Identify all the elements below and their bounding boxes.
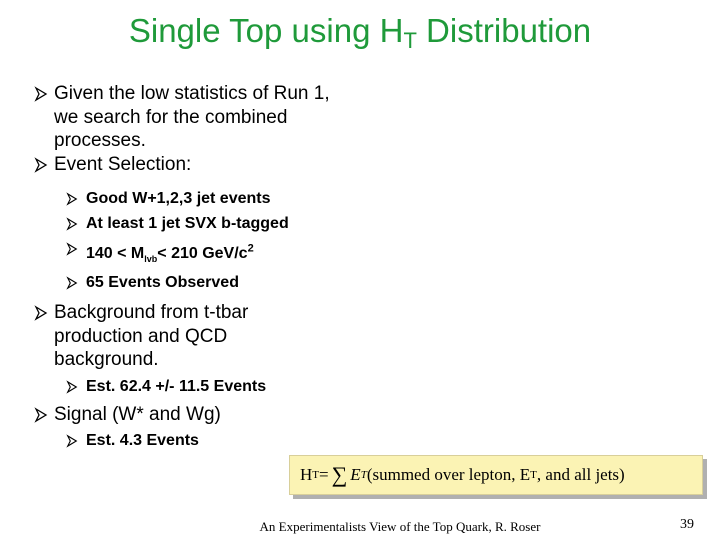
bullet-icon bbox=[66, 217, 78, 231]
page-number: 39 bbox=[680, 517, 694, 532]
subbullet-svx-btagged: At least 1 jet SVX b-tagged bbox=[66, 214, 289, 234]
bullet-icon bbox=[66, 434, 78, 448]
subbullet-mass-window: $140 < M_{lvb}< 210$ GeV/$c^2$ bbox=[66, 239, 254, 270]
bullet-icon bbox=[66, 242, 78, 256]
bullet-icon bbox=[66, 380, 78, 394]
bullet-event-selection: Event Selection: bbox=[34, 153, 354, 177]
bullet-signal: Signal (W* and Wg) bbox=[34, 403, 354, 427]
subbullet-signal-estimate: Est. 4.3 Events bbox=[66, 431, 199, 451]
bullet-run1-statistics: Given the low statistics of Run 1, we search for the combined processes. bbox=[34, 82, 354, 153]
bullet-icon bbox=[34, 305, 48, 321]
footer-citation: An Experimentalists View of the Top Quark, R. Roser bbox=[259, 519, 541, 534]
ht-formula-box: H T = ∑ E T (summed over lepton, E T , and all jets) bbox=[289, 455, 703, 495]
bullet-background: Background from t-tbar production and QCD background. bbox=[34, 301, 354, 372]
bullet-icon bbox=[66, 192, 78, 206]
bullet-icon bbox=[66, 276, 78, 290]
subbullet-good-w-jets: Good W+1,2,3 jet events bbox=[66, 189, 271, 209]
subbullet-events-observed: 65 Events Observed bbox=[66, 273, 239, 293]
bullet-icon bbox=[34, 157, 48, 173]
bullet-icon bbox=[34, 86, 48, 102]
slide-title: Single Top using $H_T$ Distribution bbox=[128, 12, 592, 53]
bullet-icon bbox=[34, 407, 48, 423]
subbullet-background-estimate: Est. 62.4 +/- 11.5 Events bbox=[66, 377, 266, 397]
